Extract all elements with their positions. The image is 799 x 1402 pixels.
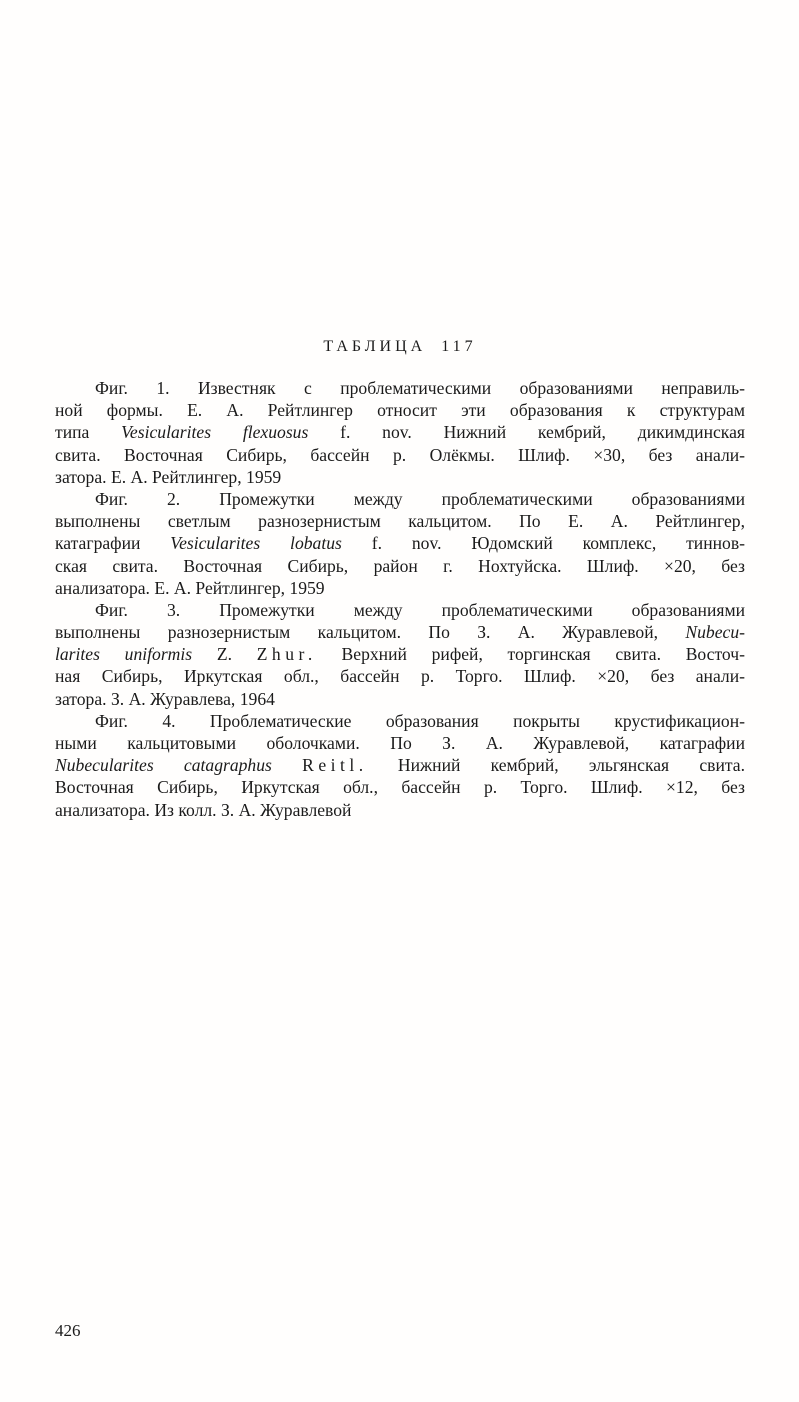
caption-text <box>272 755 302 775</box>
caption-text: Фиг. 1. Известняк с проблематическими образованиями неправиль- <box>95 378 745 398</box>
caption-text: ская свита. Восточная Сибирь, район г. Нохтуйска. Шлиф. ×20, без <box>55 555 745 576</box>
caption-line <box>55 621 745 643</box>
caption-line <box>55 754 745 776</box>
caption-text: анализатора. Из колл. З. А. Журавлевой <box>55 799 352 820</box>
plate-title: ТАБЛИЦА 117 <box>323 338 477 355</box>
caption-text: ной формы. Е. А. Рейтлингер относит эти образования к структурам <box>55 400 745 421</box>
caption-text: катаграфии <box>55 533 171 554</box>
caption-line <box>55 799 745 821</box>
page-number: 426 <box>55 1321 81 1340</box>
caption-text: f. nov. Юдомский комплекс, тиннов- <box>341 533 745 554</box>
taxon-name: larites uniformis <box>55 644 193 665</box>
caption-text: ными кальцитовыми оболочками. По З. А. Журавлевой, катаграфии <box>55 733 745 753</box>
taxon-name: Vesicularites flexuosus <box>121 422 309 443</box>
taxon-name: Nubecu- <box>685 622 745 643</box>
caption-text: свита. Восточная Сибирь, бассейн р. Олёкмы. Шлиф. ×30, без анали- <box>55 444 745 465</box>
caption-line <box>55 776 745 798</box>
caption-line <box>55 488 745 510</box>
caption-text: выполнены разнозернистым кальцитом. По З. А. Журавлевой, <box>55 622 686 643</box>
taxon-name: Vesicularites lobatus <box>170 533 342 554</box>
caption-line <box>55 399 745 421</box>
caption-text: затора. Е. А. Рейтлингер, 1959 <box>55 466 282 487</box>
caption-line <box>55 532 745 554</box>
caption-line <box>55 510 745 532</box>
caption-line <box>55 377 745 399</box>
caption-line <box>55 732 745 754</box>
caption-text: Фиг. 3. Промежутки между проблематическими образованиями <box>95 599 745 620</box>
caption-line <box>55 444 745 466</box>
caption-text: Reitl. <box>302 755 368 776</box>
caption-text: затора. З. А. Журавлева, 1964 <box>55 688 275 709</box>
caption-line <box>55 577 745 599</box>
caption-text: Фиг. 4. Проблематические образования покрыты крустификацион- <box>95 710 745 731</box>
caption-line <box>55 466 745 488</box>
caption-line <box>55 710 745 732</box>
figure-captions <box>55 377 745 821</box>
caption-text: ная Сибирь, Иркутская обл., бассейн р. Торго. Шлиф. ×20, без анали- <box>55 666 745 687</box>
caption-text: типа <box>55 422 122 443</box>
caption-text: Верхний рифей, торгинская свита. Восточ- <box>316 644 745 665</box>
caption-text: Нижний кембрий, эльгянская свита. <box>367 755 745 776</box>
caption-text: Фиг. 2. Промежутки между проблематическими образованиями <box>95 488 745 509</box>
caption-text: Восточная Сибирь, Иркутская обл., бассейн р. Торго. Шлиф. ×12, без <box>55 777 745 798</box>
caption-line <box>55 643 745 665</box>
caption-line <box>55 688 745 710</box>
caption-line <box>55 555 745 577</box>
caption-text: f. nov. Нижний кембрий, дикимдинская <box>308 422 745 443</box>
caption-line <box>55 599 745 621</box>
caption-text: анализатора. Е. А. Рейтлингер, 1959 <box>55 577 325 598</box>
caption-text: Z. <box>192 644 257 665</box>
caption-text: Zhur. <box>256 644 317 665</box>
caption-text: выполнены светлым разнозернистым кальцитом. По Е. А. Рейтлингер, <box>55 511 745 532</box>
caption-line <box>55 421 745 443</box>
taxon-name: Nubecularites catagraphus <box>55 755 272 776</box>
caption-line <box>55 665 745 687</box>
